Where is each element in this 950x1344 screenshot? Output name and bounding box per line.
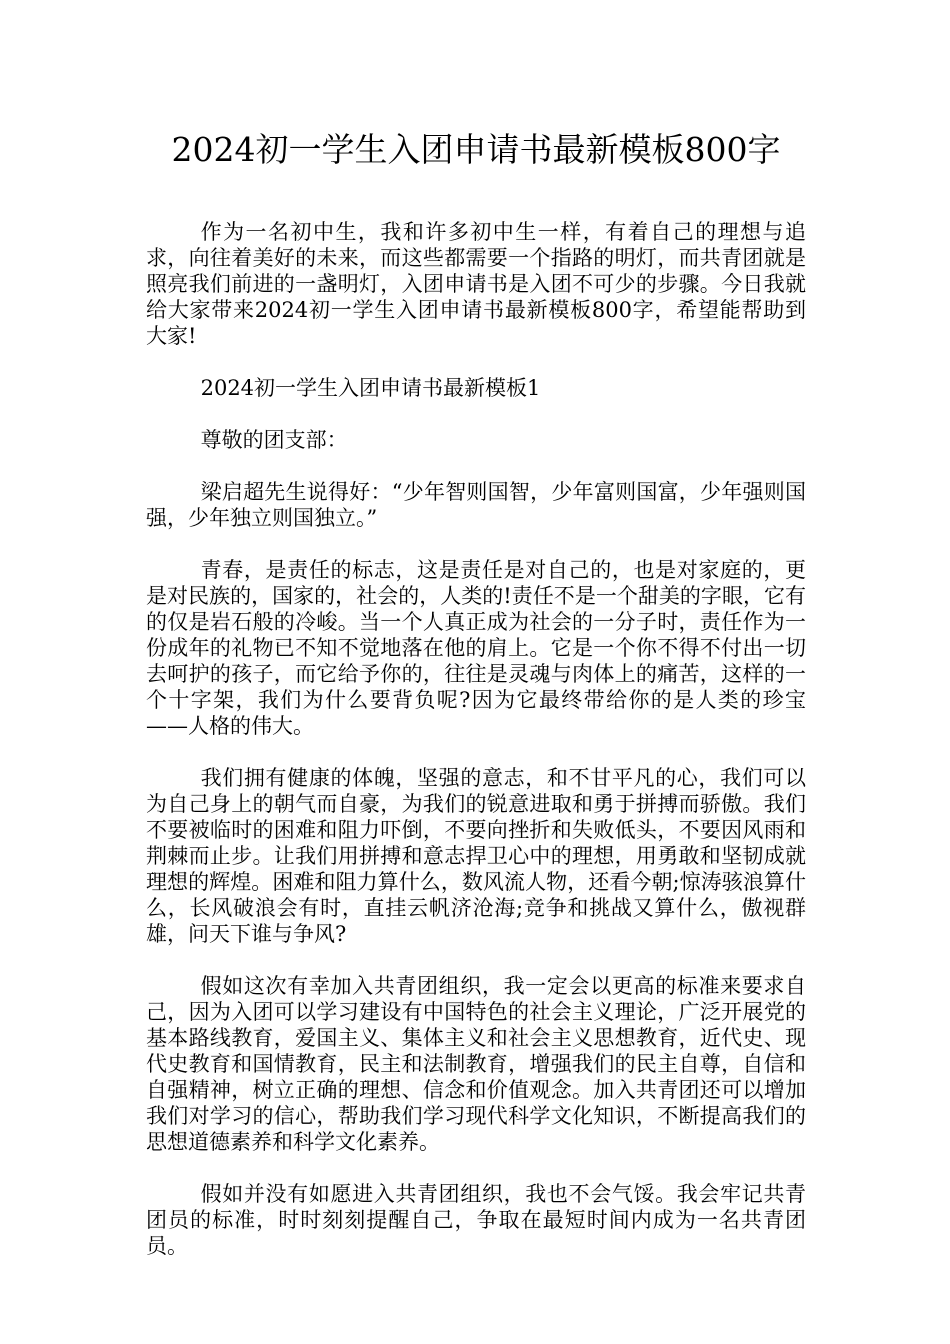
intro-paragraph: 作为一名初中生，我和许多初中生一样，有着自己的理想与追求，向往着美好的未来，而这些都需要一个指路的明灯，而共青团就是照亮我们前进的一盏明灯，入团申请书是入团不可少的步骤。今日我就给大家带来2024初一学生入团申请书最新模板800字，希望能帮助到大家! [146,220,806,348]
body-paragraph-join: 假如这次有幸加入共青团组织，我一定会以更高的标准来要求自己，因为入团可以学习建设有中国特色的社会主义理论，广泛开展党的基本路线教育，爱国主义、集体主义和社会主义思想教育，近代史、现代史教育和国情教育，民主和法制教育，增强我们的民主自尊，自信和自强精神，树立正确的理想、信念和价值观念。加入共青团还可以增加我们对学习的信心，帮助我们学习现代科学文化知识，不断提高我们的思想道德素养和科学文化素养。 [146,974,806,1154]
salutation: 尊敬的团支部： [200,428,348,452]
body-paragraph-youth: 青春，是责任的标志，这是责任是对自己的，也是对家庭的，更是对民族的，国家的，社会的，人类的!责任不是一个甜美的字眼，它有的仅是岩石般的冷峻。当一个人真正成为社会的一分子时，责任作为一份成年的礼物已不知不觉地落在他的肩上。它是一个你不得不付出一切去呵护的孩子，而它给予你的，往往是灵魂与肉体上的痛苦，这样的一个十字架，我们为什么要背负呢?因为它最终带给你的是人类的珍宝——人格的伟大。 [146,558,806,738]
body-paragraph-not-join: 假如并没有如愿进入共青团组织，我也不会气馁。我会牢记共青团员的标准，时时刻刻提醒自己，争取在最短时间内成为一名共青团员。 [146,1182,806,1258]
quote-paragraph: 梁启超先生说得好：“少年智则国智，少年富则国富，少年强则国强，少年独立则国独立。” [146,480,806,530]
section-heading: 2024初一学生入团申请书最新模板1 [200,376,541,400]
body-paragraph-will: 我们拥有健康的体魄，坚强的意志，和不甘平凡的心，我们可以为自己身上的朝气而自豪，为我们的锐意进取和勇于拼搏而骄傲。我们不要被临时的困难和阻力吓倒，不要向挫折和失败低头，不要因风雨和荆棘而止步。让我们用拼搏和意志捍卫心中的理想，用勇敢和坚韧成就理想的辉煌。困难和阻力算什么，数风流人物，还看今朝;惊涛骇浪算什么，长风破浪会有时，直挂云帆济沧海;竞争和挑战又算什么，傲视群雄，问天下谁与争风? [146,766,806,946]
document-title: 2024初一学生入团申请书最新模板800字 [171,130,781,169]
document-page [146,128,806,1285]
